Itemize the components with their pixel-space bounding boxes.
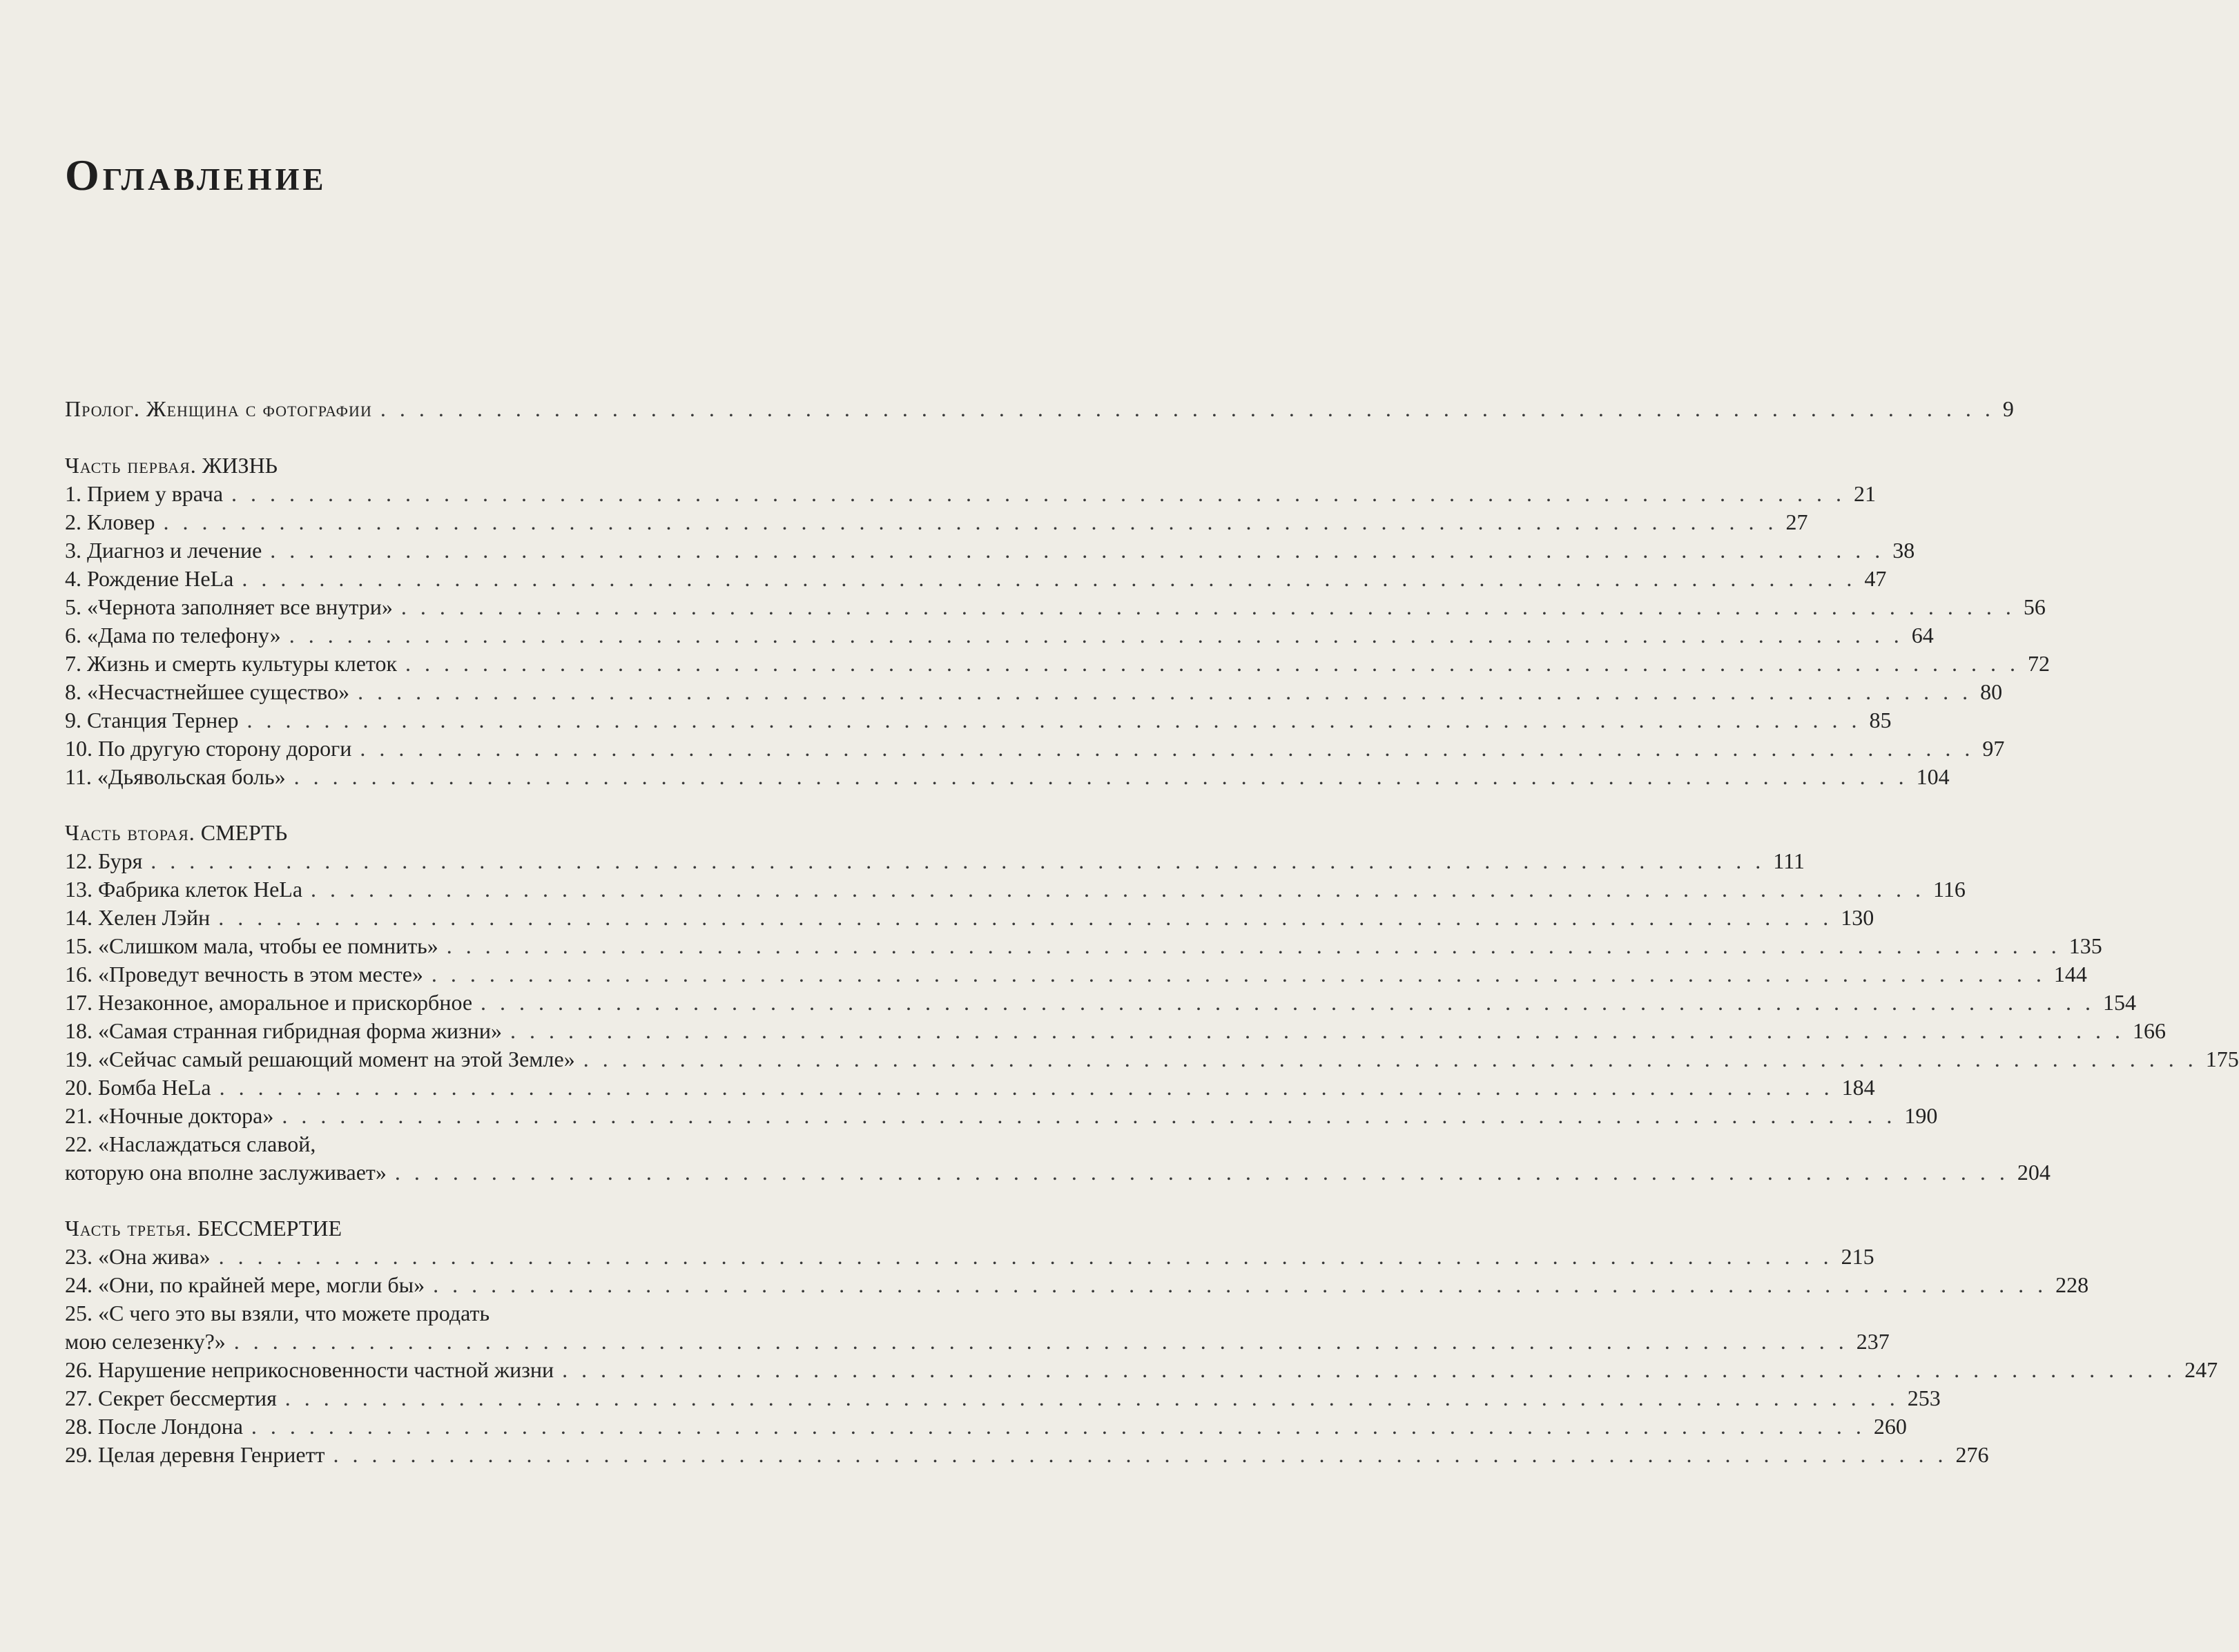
toc-entry-prologue: [65, 395, 2014, 423]
toc-entry-title: 14. Хелен Лэйн: [65, 905, 211, 930]
dot-leader: . . . . . . . . . . . . . . . . . . . . . . . . . . . . . . . . . . . . . . . . . . . . . . . . . . . . . . . . . . . . . . . . . . . . . . . . . . . . . . . . . . . .: [510, 1018, 2125, 1043]
toc-entry-page: 253: [1907, 1386, 1941, 1410]
toc-entry: [65, 1017, 2167, 1045]
toc-entry-page: 154: [2103, 990, 2137, 1015]
toc-entry: [65, 593, 2046, 621]
toc-entry-page: 237: [1856, 1329, 1890, 1354]
toc-entry-title: 10. По другую сторону дороги: [65, 736, 352, 761]
toc-entry: [65, 1045, 2239, 1073]
toc-entry-title: 26. Нарушение неприкосновенности частной жизни: [65, 1357, 554, 1382]
toc-entry-page: 38: [1892, 538, 1915, 563]
dot-leader: . . . . . . . . . . . . . . . . . . . . . . . . . . . . . . . . . . . . . . . . . . . . . . . . . . . . . . . . . . . . . . . . . . . . . . . . . . . . . . . . . . . .: [282, 1103, 1897, 1128]
toc-entry-page: 72: [2028, 651, 2051, 676]
toc-entry: [65, 1102, 1938, 1130]
toc-entry-page: 27: [1785, 509, 1808, 534]
toc-entry: [65, 1243, 1874, 1271]
toc-entry-page: 85: [1869, 708, 1892, 732]
toc-entry: [65, 1412, 1907, 1441]
toc-entry-title: 17. Незаконное, аморальное и прискорбное: [65, 990, 473, 1015]
dot-leader: . . . . . . . . . . . . . . . . . . . . . . . . . . . . . . . . . . . . . . . . . . . . . . . . . . . . . . . . . . . . . . . . . . . . . . . . . . . . . . . . . . . .: [231, 481, 1846, 506]
toc-entry-page: 166: [2133, 1018, 2167, 1043]
dot-leader: . . . . . . . . . . . . . . . . . . . . . . . . . . . . . . . . . . . . . . . . . . . . . . . . . . . . . . . . . . . . . . . . . . . . . . . . . . . . . . . . . . . .: [358, 679, 1973, 704]
part-heading: [65, 819, 907, 847]
toc-entry: [65, 1328, 1890, 1356]
toc-entry-page: 276: [1955, 1442, 1989, 1467]
dot-leader: . . . . . . . . . . . . . . . . . . . . . . . . . . . . . . . . . . . . . . . . . . . . . . . . . . . . . . . . . . . . . . . . . . . . . . . . . . . . . . . . . . . .: [405, 651, 2020, 676]
part-heading-name: БЕССМЕРТИЕ: [197, 1216, 342, 1241]
toc-entry-title: 20. Бомба HeLa: [65, 1075, 211, 1100]
toc-entry: [65, 508, 1808, 536]
toc-entry-page: 190: [1904, 1103, 1938, 1128]
toc-entry-page: 260: [1873, 1414, 1907, 1439]
toc-entry-page: 80: [1980, 679, 2003, 704]
toc-entry-title: которую она вполне заслуживает»: [65, 1160, 387, 1185]
dot-leader: . . . . . . . . . . . . . . . . . . . . . . . . . . . . . . . . . . . . . . . . . . . . . . . . . . . . . . . . . . . . . . . . . . . . . . . . . . . . . . . . . . . .: [446, 933, 2061, 958]
toc-entry-title: 8. «Несчастнейшее существо»: [65, 679, 350, 704]
toc-entry-page: 64: [1911, 623, 1934, 648]
toc-entry-title: 3. Диагноз и лечение: [65, 538, 262, 563]
dot-leader: . . . . . . . . . . . . . . . . . . . . . . . . . . . . . . . . . . . . . . . . . . . . . . . . . . . . . . . . . . . . . . . . . . . . . . . . . . . . . . . . . . . .: [246, 708, 1861, 732]
toc-entry-title: 1. Прием у врача: [65, 481, 224, 506]
toc-entry-title: 16. «Проведут вечность в этом месте»: [65, 962, 423, 987]
toc-entry-title: 7. Жизнь и смерть культуры клеток: [65, 651, 398, 676]
dot-leader: . . . . . . . . . . . . . . . . . . . . . . . . . . . . . . . . . . . . . . . . . . . . . . . . . . . . . . . . . . . . . . . . . . . . . . . . . . . . . . . . . . . .: [433, 1272, 2048, 1297]
toc-entry-page: 130: [1841, 905, 1874, 930]
dot-leader: . . . . . . . . . . . . . . . . . . . . . . . . . . . . . . . . . . . . . . . . . . . . . . . . . . . . . . . . . . . . . . . . . . . . . . . . . . . . . . . . . . . .: [251, 1414, 1865, 1439]
dot-leader: . . . . . . . . . . . . . . . . . . . . . . . . . . . . . . . . . . . . . . . . . . . . . . . . . . . . . . . . . . . . . . . . . . . . . . . . . . . . . . . . . . . .: [333, 1442, 1948, 1467]
toc-entry: [65, 875, 1966, 904]
dot-leader: . . . . . . . . . . . . . . . . . . . . . . . . . . . . . . . . . . . . . . . . . . . . . . . . . . . . . . . . . . . . . . . . . . . . . . . . . . . . . . . . . . . .: [219, 1075, 1834, 1100]
toc-entry-page: 111: [1773, 848, 1805, 873]
toc-entry: [65, 650, 2051, 678]
toc-entry-title: 5. «Чернота заполняет все внутри»: [65, 594, 393, 619]
part-heading-prefix: Часть вторая.: [65, 820, 195, 845]
toc-entry: [65, 1271, 2089, 1299]
toc-entry-page: 47: [1864, 566, 1887, 591]
toc-entry-page: 247: [2184, 1357, 2218, 1382]
dot-leader: . . . . . . . . . . . . . . . . . . . . . . . . . . . . . . . . . . . . . . . . . . . . . . . . . . . . . . . . . . . . . . . . . . . . . . . . . . . . . . . . . . . .: [293, 764, 1908, 789]
dot-leader: . . . . . . . . . . . . . . . . . . . . . . . . . . . . . . . . . . . . . . . . . . . . . . . . . . . . . . . . . . . . . . . . . . . . . . . . . . . . . . . . . . . .: [284, 1386, 1899, 1410]
toc-entry: [65, 1073, 1875, 1102]
dot-leader: . . . . . . . . . . . . . . . . . . . . . . . . . . . . . . . . . . . . . . . . . . . . . . . . . . . . . . . . . . . . . . . . . . . . . . . . . . . . . . . . . . . .: [431, 962, 2046, 987]
toc-entry-title: 29. Целая деревня Генриетт: [65, 1442, 325, 1467]
dot-leader: . . . . . . . . . . . . . . . . . . . . . . . . . . . . . . . . . . . . . . . . . . . . . . . . . . . . . . . . . . . . . . . . . . . . . . . . . . . . . . . . . . . .: [218, 905, 1833, 930]
dot-leader: . . . . . . . . . . . . . . . . . . . . . . . . . . . . . . . . . . . . . . . . . . . . . . . . . . . . . . . . . . . . . . . . . . . . . . . . . . . . . . . . . . . .: [380, 396, 1995, 421]
toc-entry: [65, 1384, 1941, 1412]
toc-entry-title: 13. Фабрика клеток HeLa: [65, 877, 303, 902]
toc-entry-title: 28. После Лондона: [65, 1414, 243, 1439]
toc-entry-title: 6. «Дама по телефону»: [65, 623, 281, 648]
dot-leader: . . . . . . . . . . . . . . . . . . . . . . . . . . . . . . . . . . . . . . . . . . . . . . . . . . . . . . . . . . . . . . . . . . . . . . . . . . . . . . . . . . . .: [270, 538, 1885, 563]
toc-entry: [65, 932, 2102, 960]
table-of-contents: [65, 395, 2239, 1469]
toc-entry: [65, 565, 1887, 593]
dot-leader: . . . . . . . . . . . . . . . . . . . . . . . . . . . . . . . . . . . . . . . . . . . . . . . . . . . . . . . . . . . . . . . . . . . . . . . . . . . . . . . . . . . .: [562, 1357, 2177, 1382]
toc-entry-page: 228: [2055, 1272, 2089, 1297]
toc-entry: [65, 706, 1892, 735]
toc-entry-page: 175: [2205, 1047, 2239, 1071]
part-heading-prefix: Часть первая.: [65, 453, 197, 478]
dot-leader: . . . . . . . . . . . . . . . . . . . . . . . . . . . . . . . . . . . . . . . . . . . . . . . . . . . . . . . . . . . . . . . . . . . . . . . . . . . . . . . . . . . .: [242, 566, 1857, 591]
dot-leader: . . . . . . . . . . . . . . . . . . . . . . . . . . . . . . . . . . . . . . . . . . . . . . . . . . . . . . . . . . . . . . . . . . . . . . . . . . . . . . . . . . . .: [481, 990, 2095, 1015]
toc-entry: [65, 960, 2087, 989]
toc-entry-title: 2. Кловер: [65, 509, 155, 534]
dot-leader: . . . . . . . . . . . . . . . . . . . . . . . . . . . . . . . . . . . . . . . . . . . . . . . . . . . . . . . . . . . . . . . . . . . . . . . . . . . . . . . . . . . .: [311, 877, 1926, 902]
toc-entry-page: 184: [1841, 1075, 1875, 1100]
toc-entry-title: Пролог. Женщина с фотографии: [65, 396, 372, 421]
toc-entry-title: 18. «Самая странная гибридная форма жизни»: [65, 1018, 503, 1043]
toc-entry-page: 144: [2053, 962, 2087, 987]
dot-leader: . . . . . . . . . . . . . . . . . . . . . . . . . . . . . . . . . . . . . . . . . . . . . . . . . . . . . . . . . . . . . . . . . . . . . . . . . . . . . . . . . . . .: [289, 623, 1903, 648]
toc-entry: [65, 763, 1950, 791]
dot-leader: . . . . . . . . . . . . . . . . . . . . . . . . . . . . . . . . . . . . . . . . . . . . . . . . . . . . . . . . . . . . . . . . . . . . . . . . . . . . . . . . . . . .: [233, 1329, 1848, 1354]
toc-entry: [65, 480, 1877, 508]
dot-leader: . . . . . . . . . . . . . . . . . . . . . . . . . . . . . . . . . . . . . . . . . . . . . . . . . . . . . . . . . . . . . . . . . . . . . . . . . . . . . . . . . . . .: [218, 1244, 1833, 1269]
toc-entry-title: 19. «Сейчас самый решающий момент на этой Земле»: [65, 1047, 575, 1071]
toc-entry-title-line: 25. «С чего это вы взяли, что можете продать: [65, 1301, 490, 1325]
toc-entry-page: 97: [1982, 736, 2005, 761]
toc-entry-page: 9: [2002, 396, 2014, 421]
toc-entry: [65, 989, 2137, 1017]
toc-entry: [65, 536, 1915, 565]
part-heading: [65, 451, 907, 480]
toc-entry-title: 9. Станция Тернер: [65, 708, 239, 732]
page-title: Оглавление: [65, 150, 327, 200]
toc-entry-title: 12. Буря: [65, 848, 143, 873]
toc-entry-title: 11. «Дьявольская боль»: [65, 764, 286, 789]
toc-entry: [65, 621, 1934, 650]
toc-entry-page: 56: [2023, 594, 2046, 619]
toc-entry-page: 116: [1933, 877, 1966, 902]
part-heading-name: ЖИЗНЬ: [202, 453, 278, 478]
dot-leader: . . . . . . . . . . . . . . . . . . . . . . . . . . . . . . . . . . . . . . . . . . . . . . . . . . . . . . . . . . . . . . . . . . . . . . . . . . . . . . . . . . . .: [394, 1160, 2009, 1185]
toc-parts: [65, 451, 2239, 1469]
toc-entry-title: 27. Секрет бессмертия: [65, 1386, 277, 1410]
dot-leader: . . . . . . . . . . . . . . . . . . . . . . . . . . . . . . . . . . . . . . . . . . . . . . . . . . . . . . . . . . . . . . . . . . . . . . . . . . . . . . . . . . . .: [583, 1047, 2198, 1071]
toc-entry-page: 21: [1854, 481, 1877, 506]
toc-entry-title: 21. «Ночные доктора»: [65, 1103, 274, 1128]
toc-entry: [65, 1441, 1989, 1469]
toc-entry-page: 104: [1916, 764, 1950, 789]
dot-leader: . . . . . . . . . . . . . . . . . . . . . . . . . . . . . . . . . . . . . . . . . . . . . . . . . . . . . . . . . . . . . . . . . . . . . . . . . . . . . . . . . . . .: [360, 736, 1975, 761]
toc-entry: [65, 735, 2005, 763]
toc-entry: [65, 1356, 2218, 1384]
toc-entry-page: 135: [2068, 933, 2102, 958]
dot-leader: . . . . . . . . . . . . . . . . . . . . . . . . . . . . . . . . . . . . . . . . . . . . . . . . . . . . . . . . . . . . . . . . . . . . . . . . . . . . . . . . . . . .: [151, 848, 1765, 873]
toc-entry: [65, 847, 1805, 875]
part-heading: [65, 1214, 907, 1243]
toc-entry-title: 24. «Они, по крайней мере, могли бы»: [65, 1272, 425, 1297]
toc-entry-title: 4. Рождение HeLa: [65, 566, 234, 591]
toc-entry-title-line: 22. «Наслаждаться славой,: [65, 1131, 316, 1156]
toc-entry-title: 15. «Слишком мала, чтобы ее помнить»: [65, 933, 438, 958]
toc-entry-title: 23. «Она жива»: [65, 1244, 211, 1269]
toc-entry: [65, 904, 1874, 932]
dot-leader: . . . . . . . . . . . . . . . . . . . . . . . . . . . . . . . . . . . . . . . . . . . . . . . . . . . . . . . . . . . . . . . . . . . . . . . . . . . . . . . . . . . .: [163, 509, 1778, 534]
toc-entry-title: мою селезенку?»: [65, 1329, 226, 1354]
toc-entry-page: 215: [1841, 1244, 1874, 1269]
toc-entry-page: 204: [2017, 1160, 2051, 1185]
toc-entry: [65, 678, 2003, 706]
toc-entry: [65, 1158, 2051, 1187]
part-heading-name: СМЕРТЬ: [200, 820, 288, 845]
dot-leader: . . . . . . . . . . . . . . . . . . . . . . . . . . . . . . . . . . . . . . . . . . . . . . . . . . . . . . . . . . . . . . . . . . . . . . . . . . . . . . . . . . . .: [400, 594, 2015, 619]
part-heading-prefix: Часть третья.: [65, 1216, 193, 1241]
